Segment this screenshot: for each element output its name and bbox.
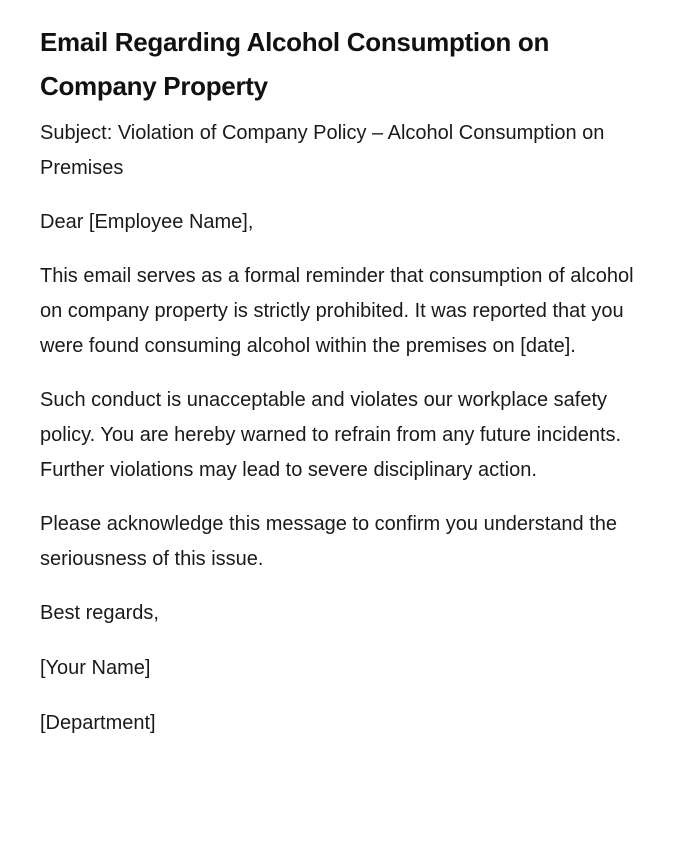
signature-department: [Department] — [40, 712, 156, 734]
email-closing: Best regards, — [40, 602, 159, 624]
body-paragraph-3: Please acknowledge this message to confirm you understand the seriousness of this issue. — [40, 513, 618, 570]
email-subject: Subject: Violation of Company Policy – Alcohol Consumption on Premises — [40, 122, 605, 179]
email-greeting: Dear [Employee Name], — [40, 211, 254, 233]
body-paragraph-1: This email serves as a formal reminder that consumption of alcohol on company property is strictly prohibited. It was reported that you were found consuming alcohol within the premises on [date]. — [40, 265, 634, 357]
body-paragraph-2: Such conduct is unacceptable and violates our workplace safety policy. You are hereby warned to refrain from any future incidents. Further violations may lead to severe disciplinary action. — [40, 389, 622, 481]
signature-name: [Your Name] — [40, 657, 151, 679]
document-title: Email Regarding Alcohol Consumption on Company Property — [40, 27, 550, 101]
